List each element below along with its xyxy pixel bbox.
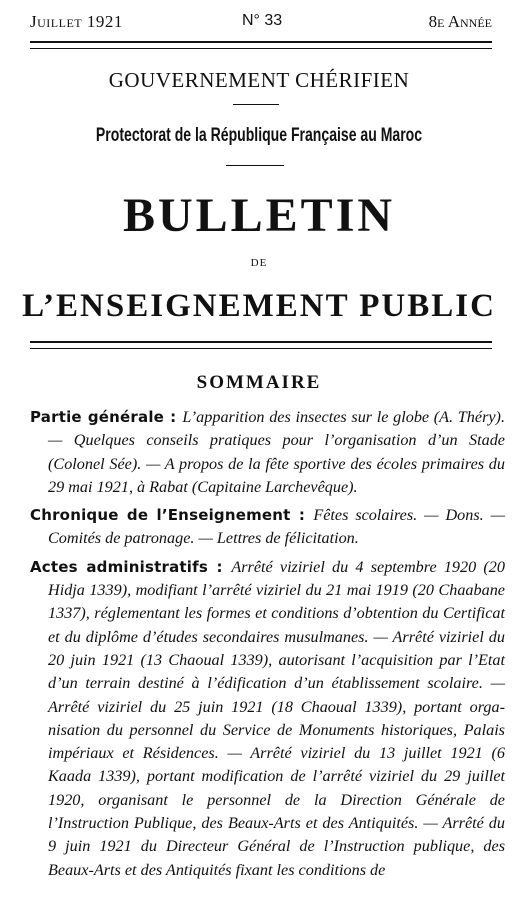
section-heading: Chronique de l’Enseignement :	[30, 506, 314, 525]
bulletin-title: BULLETIN	[122, 189, 396, 242]
contents-list	[30, 406, 505, 887]
issue-number: N° 33	[242, 12, 283, 29]
masthead-double-rule	[30, 341, 492, 349]
ornamental-rule	[226, 165, 284, 166]
section-text: L’apparition des insectes sur le globe (A. Théry). — Quelques conseils pratiques pour l’organisation d’un Stade (Colonel Sée). — A propos de la fête sportive des écoles primaires du 29 mai 1921, à Rabat (Capitaine Larchevêque).	[48, 408, 505, 496]
contents-heading: SOMMAIRE	[196, 372, 322, 393]
running-head	[30, 12, 492, 36]
section-heading: Actes administratifs :	[30, 557, 232, 576]
contents-entry	[30, 556, 505, 882]
contents-entry	[30, 504, 505, 551]
header-double-rule	[30, 41, 492, 49]
bulletin-subtitle: L’ENSEIGNEMENT PUBLIC	[22, 288, 496, 324]
title-connector: DE	[250, 257, 268, 269]
section-heading: Partie générale :	[30, 408, 183, 426]
section-text: Fêtes scolaires. — Dons. — Comités de patronage. — Lettres de félicitation.	[48, 506, 505, 548]
ornamental-rule	[233, 104, 279, 105]
contents-entry	[30, 406, 505, 499]
publication-year: 8e Année	[428, 12, 492, 31]
issue-date: Juillet 1921	[30, 12, 123, 31]
section-text: Arrêté viziriel du 4 septembre 1920 (20 Hidja 1339), modifiant l’arrêté viziriel du 21 mai 1919 (20 Chaabane 1337), réglementant les formes et conditions d’obtention du Certificat et du diplôme d’études secondaires musulmanes. — Arrêté viziriel du 20 juin 1921 (13 Chaoual 1339), autorisant l’acquisition par l’Etat d’un terrain destiné à l’édification d’un établissement scolaire. — Arrêté viziriel du 25 juin 1921 (18 Chaoual 1339), portant organisation du personnel du Service de Monuments historiques, Palais impériaux et Résidences. — Arrêté viziriel du 13 juillet 1921 (6 Kaada 1339), portant modification de l’arrêté viziriel du 29 juillet 1920, organisant le personnel de la Direction Générale de l’Instruction Publique, des Beaux-Arts et des Antiquités. — Arrêté du 9 juin 1921 du Directeur Général de l’Instruction publique, des Beaux-Arts et des Antiquités fixant les conditions de	[48, 557, 505, 879]
government-name: GOUVERNEMENT CHÉRIFIEN	[108, 68, 410, 92]
protectorate-name: Protectorat de la République Française au Maroc	[95, 124, 423, 146]
